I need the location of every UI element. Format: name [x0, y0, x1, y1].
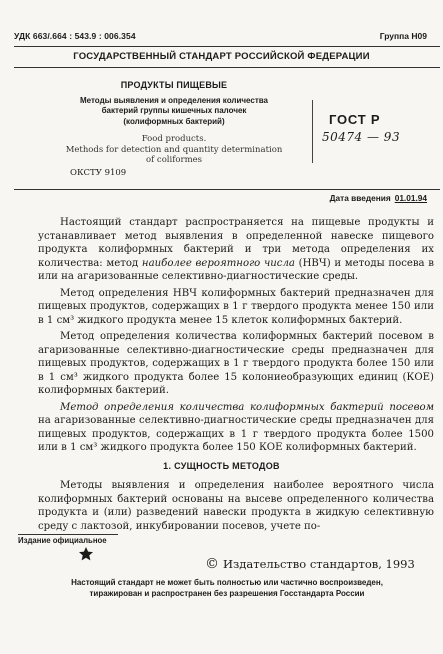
title-en-line-3: of coliformes	[145, 155, 203, 166]
group-code: Группа Н09	[379, 31, 427, 41]
section-paragraph: Методы выявления и определения наиболее вероятного числа колиформных бактерий основаны на высеве определенного количества продукта и (или) разведений навески продукта в жидкую селективную среду с лактозой, инкубировании посевов, учете по-	[38, 480, 434, 532]
okstu-code: ОКСТУ 9109	[70, 168, 127, 178]
publisher-name: Издательство стандартов, 1993	[223, 557, 415, 571]
paragraph-4-end: на агаризованные селективно-диагностические среды предназначен для пищевых продуктов, содержащих в 1 г твердого продукта более 1500 или в 1 см³ жидкого продукта более 150 КОЕ колиформных бактерий.	[38, 415, 434, 453]
notice-line-2: тиражирован и распространен без разрешения Госстандарта России	[89, 589, 365, 598]
title-ru-line-2: бактерий группы кишечных палочек	[101, 106, 247, 116]
gost-label: ГОСТ Р	[329, 112, 381, 127]
paragraph-1-emphasis: наиболее вероятного числа	[141, 257, 295, 269]
paragraph-1	[38, 216, 434, 284]
paragraph-4	[38, 401, 434, 455]
edition-rule	[18, 534, 118, 535]
title-ru-line-3: (колиформных бактерий)	[123, 116, 225, 126]
paragraph-1-start: Настоящий стандарт распространяется на пищевые продукты и устанавливает метод выявления в определенной навеске пищевого продукта колиформных бактерий и три метода определения их количества: метод	[38, 217, 434, 269]
effective-date-label: Дата введения	[329, 193, 391, 203]
product-title: ПРОДУКТЫ ПИЩЕВЫЕ	[120, 80, 228, 90]
section-heading: 1. СУЩНОСТЬ МЕТОДОВ	[163, 461, 280, 471]
title-ru-line-1: Методы выявления и определения количества	[79, 95, 269, 105]
section-text	[38, 479, 434, 533]
copyright-icon: ©	[205, 556, 219, 572]
header-rule	[14, 67, 440, 68]
intro-text	[38, 216, 434, 458]
paragraph-3: Метод определения количества колиформных бактерий посевом в агаризованные селективно-диагностические среды предназначен для пищевых продуктов, содержащих в 1 г твердого продукта более 150 или в 1 см³ жидкого продукта более 15 колониеобразующих единиц (КОЕ) колиформных бактерий.	[38, 331, 434, 396]
standard-title-block	[50, 80, 298, 166]
gost-number: 50474 — 93	[322, 130, 401, 144]
paragraph-1-end: (НВЧ) и методы посева в или на агаризованные селективно-диагностические среды.	[38, 257, 434, 282]
edition-label: Издание официальное	[18, 536, 107, 545]
title-en-line-1: Food products.	[141, 134, 207, 145]
udk-code: УДК 663/.664 : 543.9 : 006.354	[14, 31, 136, 41]
notice-line-1: Настоящий стандарт не может быть полностью или частично воспроизведен,	[71, 578, 383, 587]
effective-date-value: 01.01.94	[394, 193, 427, 203]
date-rule	[14, 189, 440, 190]
paragraph-4-emphasis: Метод определения количества колиформных бактерий посевом	[60, 401, 434, 413]
gost-designation	[312, 100, 439, 163]
title-en-line-2: Methods for detection and quantity determination	[65, 144, 283, 155]
publisher-line	[205, 556, 415, 572]
top-rule	[14, 46, 440, 47]
title-en	[50, 134, 298, 166]
effective-date	[330, 193, 427, 203]
state-standard-title: ГОСУДАРСТВЕННЫЙ СТАНДАРТ РОССИЙСКОЙ ФЕДЕРАЦИИ	[73, 51, 370, 62]
reproduction-notice	[14, 577, 440, 599]
paragraph-2: Метод определения НВЧ колиформных бактерий предназначен для пищевых продуктов, содержащих в 1 г твердого продукта менее 150 или в 1 см³ жидкого продукта менее 15 клеток колиформных бактерий.	[38, 287, 434, 326]
star-icon	[78, 546, 94, 562]
